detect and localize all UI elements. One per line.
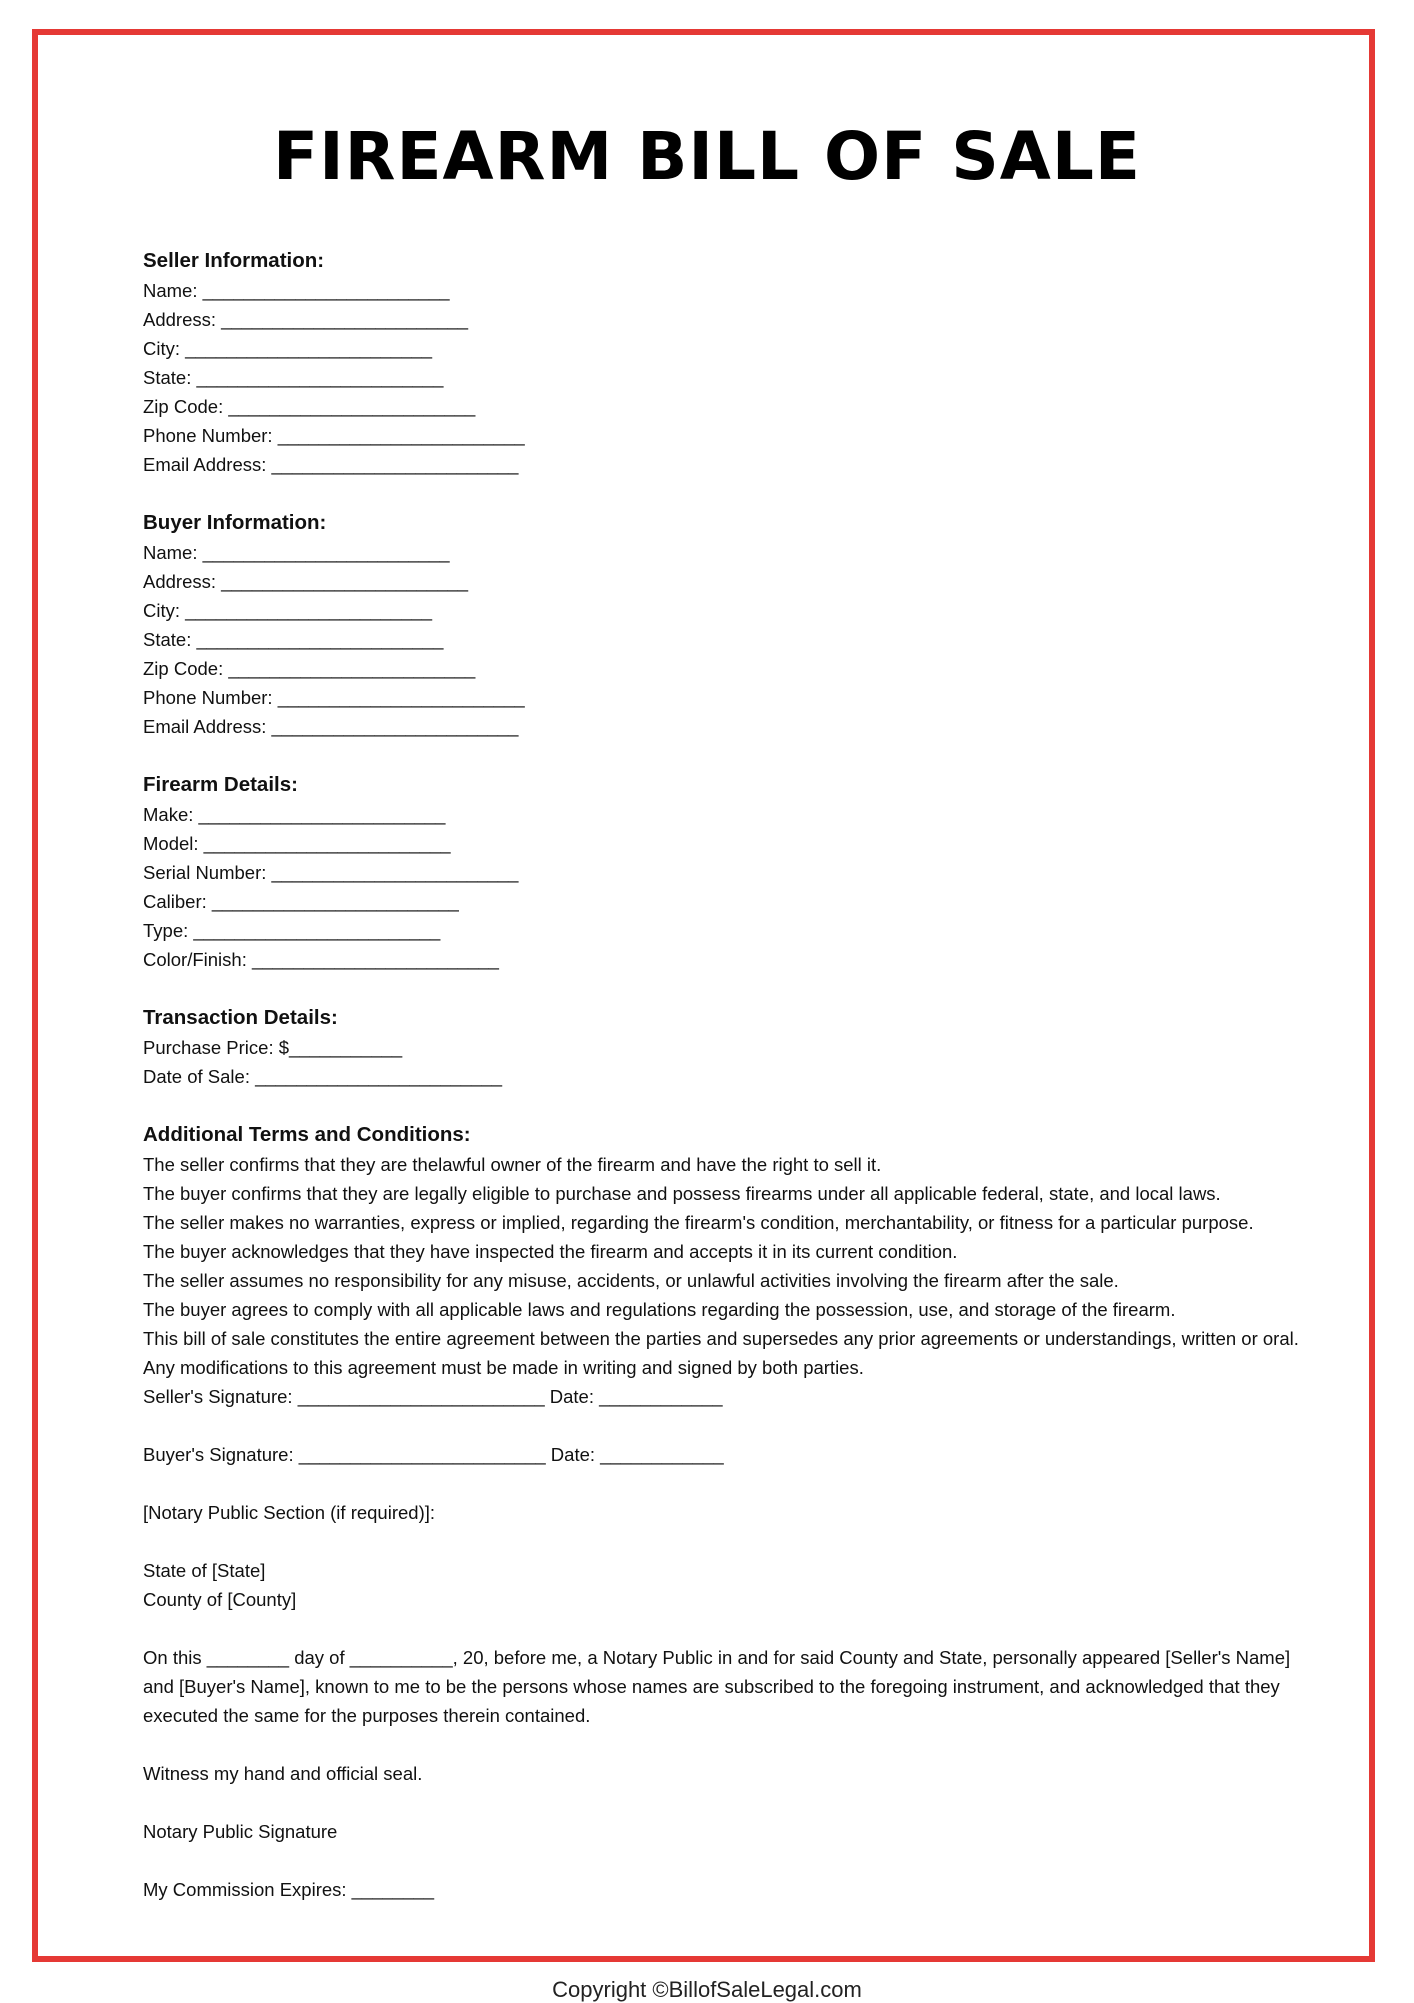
seller-zip-field: Zip Code: ________________________ [143, 396, 476, 417]
notary-signature: Notary Public Signature [143, 1821, 338, 1842]
firearm-make-field: Make: ________________________ [143, 804, 446, 825]
spacer [143, 1788, 1303, 1817]
terms-heading: Additional Terms and Conditions: [143, 1123, 471, 1146]
term-item: The buyer acknowledges that they have inspected the firearm and accepts it in its current condition. [143, 1241, 958, 1262]
firearm-serial-field: Serial Number: ________________________ [143, 862, 519, 883]
seller-name-field: Name: ________________________ [143, 280, 450, 301]
term-item: The seller confirms that they are thelawful owner of the firearm and have the right to sell it. [143, 1154, 882, 1175]
spacer [143, 1411, 1303, 1440]
firearm-color-field: Color/Finish: ________________________ [143, 949, 499, 970]
notary-section-label: [Notary Public Section (if required)]: [143, 1502, 436, 1523]
notary-commission: My Commission Expires: ________ [143, 1879, 434, 1900]
buyer-city-field: City: ________________________ [143, 600, 433, 621]
notary-state: State of [State] [143, 1560, 266, 1581]
seller-city-field: City: ________________________ [143, 338, 433, 359]
seller-phone-field: Phone Number: ________________________ [143, 425, 525, 446]
seller-state-field: State: ________________________ [143, 367, 444, 388]
date-of-sale-field: Date of Sale: ________________________ [143, 1066, 503, 1087]
spacer [143, 1846, 1303, 1875]
buyer-zip-field: Zip Code: ________________________ [143, 658, 476, 679]
firearm-section [143, 770, 1303, 974]
spacer [143, 1469, 1303, 1498]
term-item: The buyer confirms that they are legally eligible to purchase and possess firearms under all applicable federal, state, and local laws. [143, 1183, 1221, 1204]
buyer-signature-line: Buyer's Signature: ________________________ Date: ____________ [143, 1444, 724, 1465]
buyer-email-field: Email Address: ________________________ [143, 716, 519, 737]
terms-section [143, 1120, 1303, 1904]
term-item: The seller assumes no responsibility for any misuse, accidents, or unlawful activities involving the firearm after the sale. [143, 1270, 1119, 1291]
buyer-phone-field: Phone Number: ________________________ [143, 687, 525, 708]
seller-section [143, 246, 1303, 479]
firearm-type-field: Type: ________________________ [143, 920, 441, 941]
notary-acknowledgment: On this ________ day of __________, 20, before me, a Notary Public in and for said County and State, personally appeared [Seller's Name] and [Buyer's Name], known to me to be the persons whose names are subscribed to the foregoing instrument, and acknowledged that they executed the same for the purposes therein contained. [143, 1647, 1291, 1726]
spacer [143, 1614, 1303, 1643]
buyer-section [143, 508, 1303, 741]
term-item: Any modifications to this agreement must be made in writing and signed by both parties. [143, 1357, 864, 1378]
seller-signature-line: Seller's Signature: ________________________ Date: ____________ [143, 1386, 723, 1407]
purchase-price-field: Purchase Price: $___________ [143, 1037, 403, 1058]
firearm-model-field: Model: ________________________ [143, 833, 451, 854]
seller-address-field: Address: ________________________ [143, 309, 469, 330]
document-body [143, 246, 1303, 1904]
notary-witness: Witness my hand and official seal. [143, 1763, 423, 1784]
term-item: The buyer agrees to comply with all applicable laws and regulations regarding the possession, use, and storage of the firearm. [143, 1299, 1176, 1320]
seller-heading: Seller Information: [143, 249, 325, 272]
transaction-heading: Transaction Details: [143, 1006, 338, 1029]
term-item: The seller makes no warranties, express or implied, regarding the firearm's condition, merchantability, or fitness for a particular purpose. [143, 1212, 1254, 1233]
firearm-heading: Firearm Details: [143, 773, 298, 796]
buyer-state-field: State: ________________________ [143, 629, 444, 650]
firearm-caliber-field: Caliber: ________________________ [143, 891, 459, 912]
term-item: This bill of sale constitutes the entire agreement between the parties and supersedes any prior agreements or understandings, written or oral. [143, 1328, 1299, 1349]
spacer [143, 1527, 1303, 1556]
transaction-section [143, 1003, 1303, 1091]
buyer-name-field: Name: ________________________ [143, 542, 450, 563]
copyright-notice: Copyright ©BillofSaleLegal.com [552, 1977, 862, 2002]
buyer-address-field: Address: ________________________ [143, 571, 469, 592]
notary-county: County of [County] [143, 1589, 297, 1610]
buyer-heading: Buyer Information: [143, 511, 327, 534]
document-title: FIREARM BILL OF SALE [273, 118, 1141, 195]
seller-email-field: Email Address: ________________________ [143, 454, 519, 475]
spacer [143, 1730, 1303, 1759]
